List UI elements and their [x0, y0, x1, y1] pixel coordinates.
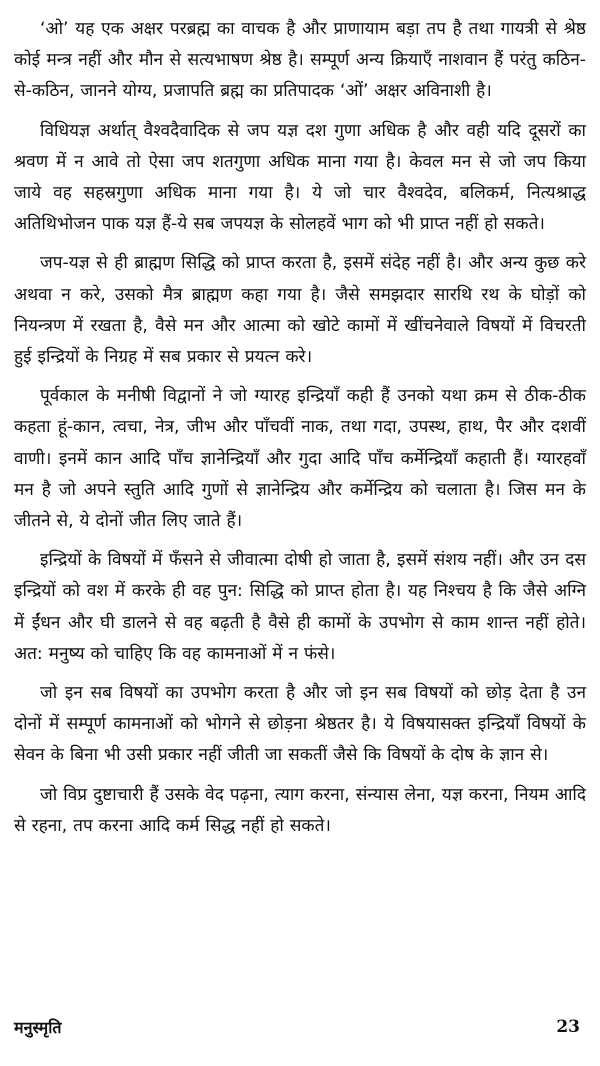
- paragraph-4: पूर्वकाल के मनीषी विद्वानों ने जो ग्यारह इन्द्रियाँ कही हैं उनको यथा क्रम से ठीक-ठीक कहता हूं-कान, त्वचा, नेत्र, जीभ और पाँचवीं नाक, तथा गदा, उपस्थ, हाथ, पैर और दशवीं वाणी। इनमें कान आदि पाँच ज्ञानेन्द्रियाँ और गुदा आदि पाँच कर्मेन्द्रियाँ कहाती हैं। ग्यारहवाँ मन है जो अपने स्तुति आदि गुणों से ज्ञानेन्द्रिय और कर्मेन्द्रिय को चलाता है। जिस मन के जीतने से, ये दोनों जीत लिए जाते हैं।: [14, 386, 586, 532]
- paragraph-7: जो विप्र दुष्टाचारी हैं उसके वेद पढ़ना, त्याग करना, संन्यास लेना, यज्ञ करना, नियम आदि से रहना, तप करना आदि कर्म सिद्ध नहीं हो सकते।: [14, 784, 586, 836]
- book-title: मनुस्मृति: [14, 1018, 62, 1037]
- paragraph-6: जो इन सब विषयों का उपभोग करता है और जो इन सब विषयों को छोड़ देता है उन दोनों में सम्पूर्ण कामनाओं को भोगने से छोड़ना श्रेष्ठतर है। ये विषयासक्त इन्द्रियाँ विषयों के सेवन के बिना भी उसी प्रकार नहीं जीती जा सकतीं जैसे कि विषयों के दोष के ज्ञान से।: [14, 683, 586, 766]
- paragraph-1: ‘ओ’ यह एक अक्षर परब्रह्म का वाचक है और प्राणायाम बड़ा तप है तथा गायत्री से श्रेष्ठ कोई मन्त्र नहीं और मौन से सत्यभाषण श्रेष्ठ है। सम्पूर्ण अन्य क्रियाएँ नाशवान हैं परंतु कठिन-से-कठिन, जानने योग्य, प्रजापति ब्रह्म का प्रतिपादक ‘ओं’ अक्षर अविनाशी है।: [14, 19, 586, 102]
- paragraph-5: इन्द्रियों के विषयों में फँसने से जीवात्मा दोषी हो जाता है, इसमें संशय नहीं। और उन दस इन्द्रियों को वश में करके ही वह पुन: सिद्धि को प्राप्त होता है। यह निश्चय है कि जैसे अग्नि में ईंधन और घी डालने से वह बढ़ती है वैसे ही कामों के उपभोग से काम शान्त नहीं होते। अत: मनुष्य को चाहिए कि वह कामनाओं में न फंसे।: [14, 550, 586, 664]
- paragraph-2: विधियज्ञ अर्थात् वैश्वदैवादिक से जप यज्ञ दश गुणा अधिक है और वही यदि दूसरों का श्रवण में न आवे तो ऐसा जप शतगुणा अधिक माना गया है। केवल मन से जो जप किया जाये वह सहस्रगुणा अधिक माना गया है। ये जो चार वैश्वदेव, बलिकर्म, नित्यश्राद्ध अतिथिभोजन पाक यज्ञ हैं-ये सब जपयज्ञ के सोलहवें भाग को भी प्राप्त नहीं हो सकते।: [14, 120, 586, 235]
- page-number: 23: [556, 1017, 580, 1037]
- page-footer: [14, 1012, 580, 1042]
- paragraph-3: जप-यज्ञ से ही ब्राह्मण सिद्धि को प्राप्त करता है, इसमें संदेह नहीं है। और अन्य कुछ करे अथवा न करे, उसको मैत्र ब्राह्मण कहा गया है। जैसे समझदार सारथि रथ के घोड़ों को नियन्त्रण में रखता है, वैसे मन और आत्मा को खोटे कामों में खींचनेवाले विषयों में विचरती हुई इन्द्रियों के निग्रह में सब प्रकार से प्रयत्न करे।: [14, 253, 586, 368]
